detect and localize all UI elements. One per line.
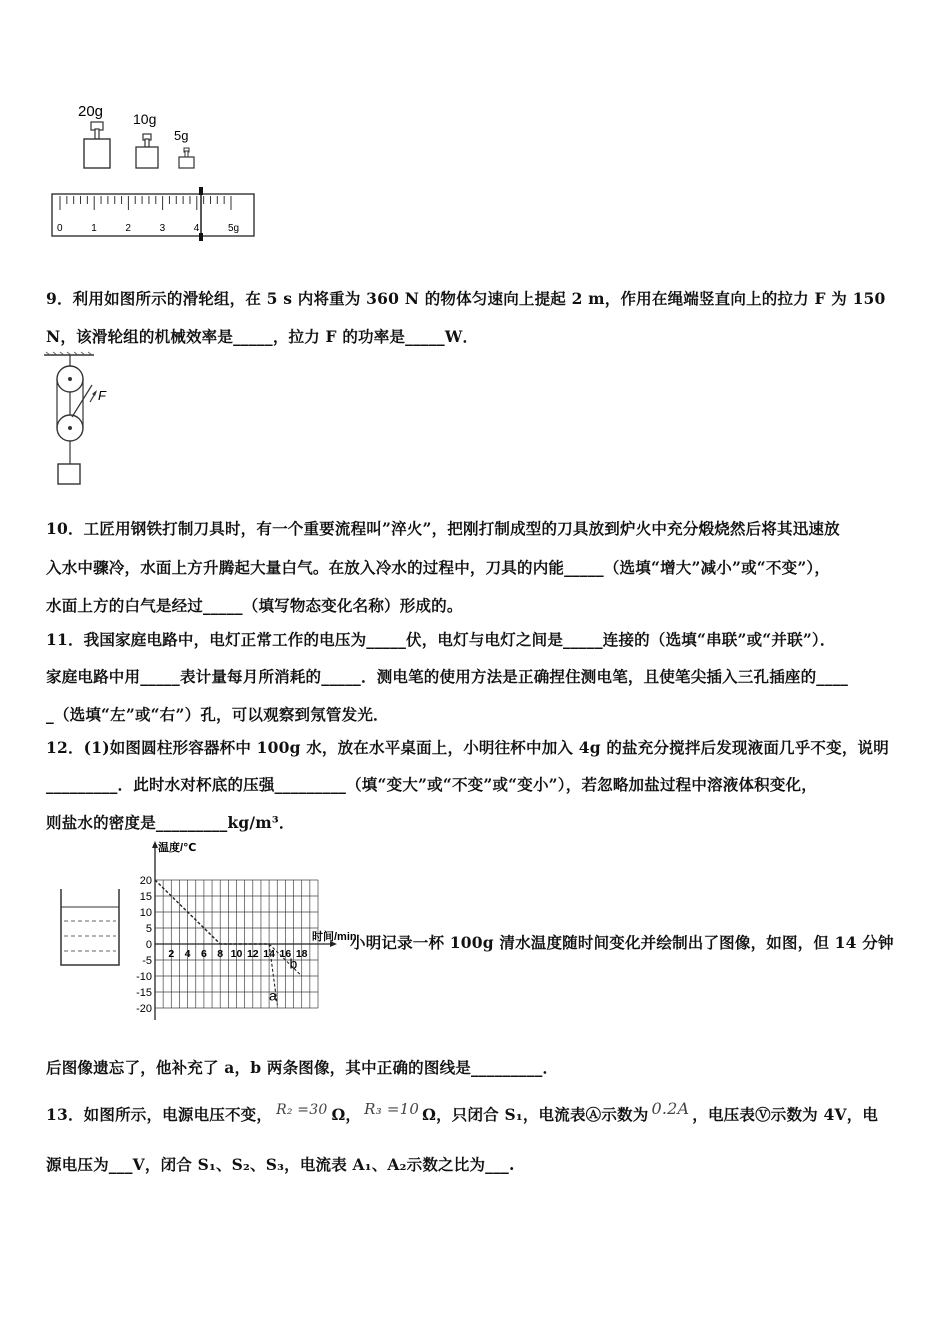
chart-x-tick-label: 6 bbox=[200, 948, 207, 960]
ruler-tick-label: 5g bbox=[228, 223, 240, 234]
ruler-tick-label: 1 bbox=[91, 223, 97, 234]
chart-x-tick-label: 2 bbox=[168, 948, 175, 960]
q13-r3: R₃ =10 bbox=[364, 1100, 420, 1118]
chart-y-tick-label: -5 bbox=[142, 955, 152, 967]
q11-line3: _（选填“左”或“右”）孔，可以观察到氖管发光． bbox=[46, 705, 389, 724]
q12-side-text: 小明记录一杯 100g 清水温度随时间变化并绘制出了图像，如图，但 14 分钟 bbox=[350, 933, 894, 952]
q12-line3: 则盐水的密度是_________kg/m³． bbox=[46, 813, 295, 832]
chart-x-tick-label: 4 bbox=[184, 948, 191, 960]
ruler-tick-label: 3 bbox=[159, 223, 166, 234]
ruler-tick-label: 4 bbox=[193, 223, 200, 234]
q9-line2: N，该滑轮组的机械效率是_____，拉力 F 的功率是_____W． bbox=[46, 327, 479, 346]
beaker-figure bbox=[58, 887, 123, 969]
chart-annotation-a: a bbox=[268, 987, 277, 1004]
q13-line1 bbox=[46, 1099, 879, 1125]
q10-line1: 10．工匠用钢铁打制刀具时，有一个重要流程叫”淬火”，把刚打制成型的刀具放到炉火中充分煅烧然后将其迅速放 bbox=[46, 519, 840, 538]
chart-y-tick-label: 5 bbox=[145, 923, 152, 935]
force-label: F bbox=[98, 388, 106, 403]
chart-y-tick-label: 20 bbox=[139, 875, 152, 887]
q10-line2: 入水中骤冷，水面上方升腾起大量白气。在放入冷水的过程中，刀具的内能_____（选填“增大”减小”或“不变”）， bbox=[46, 558, 831, 577]
chart-x-tick-label: 8 bbox=[217, 948, 224, 960]
q13-part1: 13．如图所示，电源电压不变， bbox=[46, 1105, 273, 1124]
chart-x-tick-label: 16 bbox=[279, 948, 292, 960]
chart-y-tick-label: 10 bbox=[139, 907, 152, 919]
chart-y-tick-label: -15 bbox=[136, 987, 152, 999]
weight-label-20g: 20g bbox=[78, 103, 104, 120]
chart-x-tick-label: 12 bbox=[246, 948, 259, 960]
temperature-chart bbox=[128, 838, 357, 1023]
chart-x-tick-label: 14 bbox=[263, 948, 275, 960]
chart-y-tick-label: 15 bbox=[139, 891, 152, 903]
chart-y-axis-label: 温度/℃ bbox=[158, 842, 197, 854]
q13-current: 0.2A bbox=[651, 1099, 690, 1118]
q13-part2: Ω，只闭合 S₁，电流表Ⓐ示数为 bbox=[422, 1105, 649, 1124]
q12-line4: 后图像遗忘了，他补充了 a，b 两条图像，其中正确的图线是_________． bbox=[46, 1058, 559, 1077]
weight-label-5g: 5g bbox=[174, 128, 189, 143]
q11-line2: 家庭电路中用_____表计量每月所消耗的_____．测电笔的使用方法是正确捏住测电笔，且使笔尖插入三孔插座的____ bbox=[46, 667, 849, 686]
weight-label-10g: 10g bbox=[133, 111, 157, 127]
pulley-figure bbox=[44, 352, 119, 487]
weights-ruler-figure bbox=[48, 98, 258, 240]
ruler-tick-label: 2 bbox=[125, 223, 131, 234]
chart-y-tick-label: -20 bbox=[136, 1003, 152, 1015]
ruler-tick-label: 0 bbox=[57, 223, 63, 234]
q12-line2: _________．此时水对杯底的压强_________（填“变大”或“不变”或“变小”），若忽略加盐过程中溶液体积变化， bbox=[46, 775, 817, 794]
q12-line1: 12．(1)如图圆柱形容器杯中 100g 水，放在水平桌面上，小明往杯中加入 4g 的盐充分搅拌后发现液面几乎不变，说明 bbox=[46, 738, 889, 757]
q10-line3: 水面上方的白气是经过_____（填写物态变化名称）形成的。 bbox=[46, 596, 463, 615]
q13-omega1: Ω， bbox=[331, 1105, 362, 1124]
q13-part3: ，电压表Ⓥ示数为 4V，电 bbox=[692, 1105, 879, 1124]
chart-annotation-b: b bbox=[289, 955, 298, 972]
chart-x-tick-label: 18 bbox=[295, 948, 308, 960]
chart-x-tick-label: 10 bbox=[230, 948, 243, 960]
q13-line2: 源电压为___V，闭合 S₁、S₂、S₃，电流表 A₁、A₂示数之比为___. bbox=[46, 1155, 515, 1174]
q9-line1: 9．利用如图所示的滑轮组，在 5 s 内将重为 360 N 的物体匀速向上提起 2 m，作用在绳端竖直向上的拉力 F 为 150 bbox=[46, 289, 886, 308]
q13-r2: R₂ =30 bbox=[276, 1102, 328, 1118]
chart-y-tick-label: 0 bbox=[145, 939, 152, 951]
chart-x-axis-label: 时间/min bbox=[312, 931, 357, 943]
chart-y-tick-label: -10 bbox=[136, 971, 152, 983]
q11-line1: 11．我国家庭电路中，电灯正常工作的电压为_____伏，电灯与电灯之间是_____连接的（选填“串联”或“并联”）． bbox=[46, 630, 836, 649]
